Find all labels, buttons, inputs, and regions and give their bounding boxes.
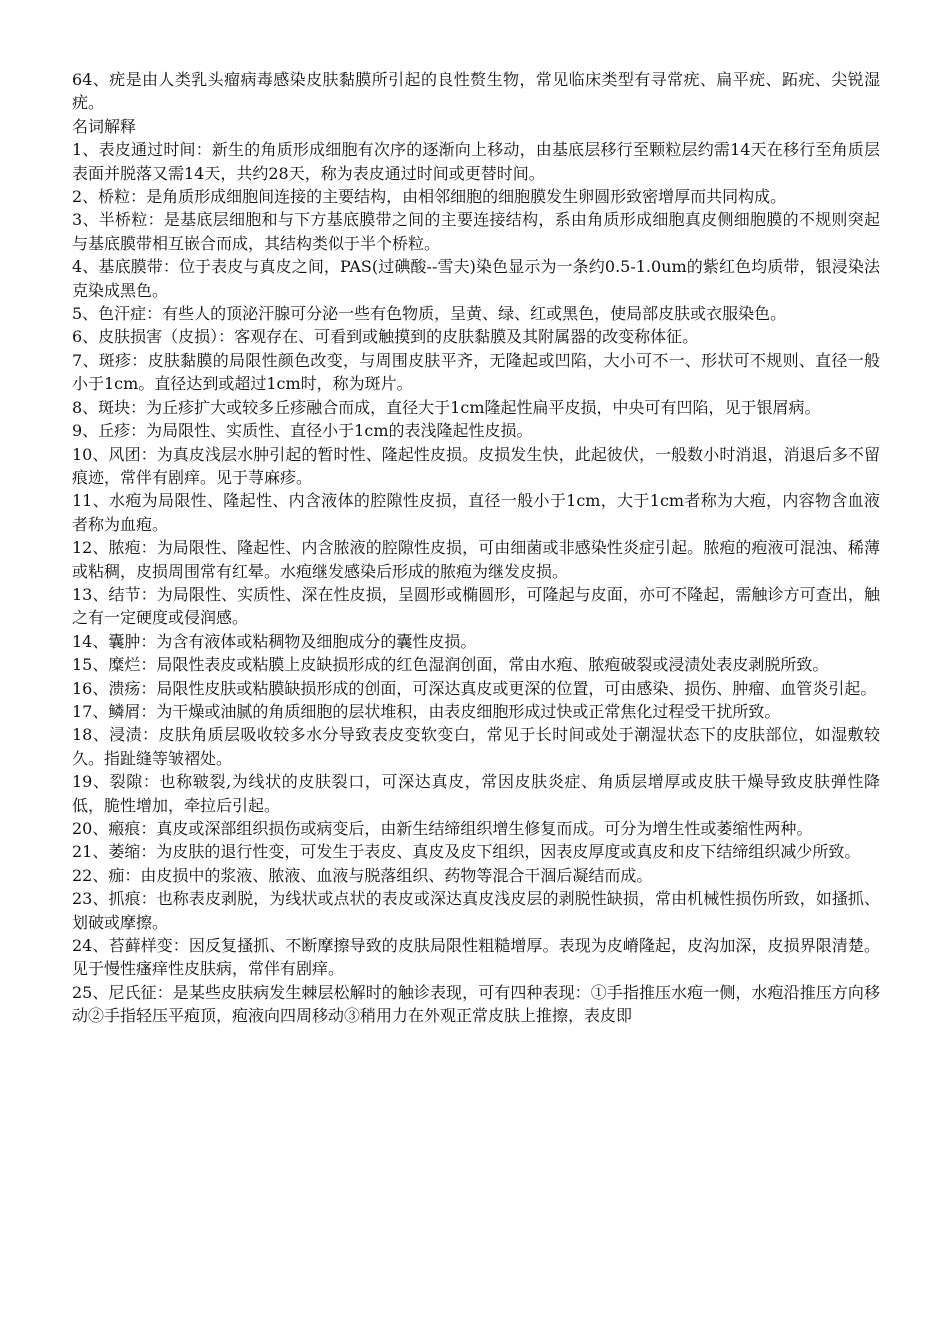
glossary-item-14: 14、囊肿：为含有液体或粘稠物及细胞成分的囊性皮损。	[72, 631, 477, 651]
section-heading-glossary: 名词解释	[72, 116, 137, 136]
glossary-item-11: 11、水疱为局限性、隆起性、内含液体的腔隙性皮损，直径一般小于1cm，大于1cm者称为大疱，内容物含血液者称为血疱。	[72, 491, 880, 534]
glossary-item-15: 15、糜烂：局限性表皮或粘膜上皮缺损形成的红色湿润创面，常由水疱、脓疱破裂或浸渍处表皮剥脱所致。	[72, 655, 829, 675]
glossary-item-23: 23、抓痕：也称表皮剥脱，为线状或点状的表皮或深达真皮浅皮层的剥脱性缺损，常由机械性损伤所致，如搔抓、划破或摩擦。	[72, 889, 880, 932]
glossary-item-25: 25、尼氏征：是某些皮肤病发生棘层松解时的触诊表现，可有四种表现：①手指推压水疱一侧，水疱沿推压方向移动②手指轻压平疱顶，疱液向四周移动③稍用力在外观正常皮肤上推擦，表皮即	[72, 982, 880, 1026]
glossary-item-6: 6、皮肤损害（皮损）：客观存在、可看到或触摸到的皮肤黏膜及其附属器的改变称体征。	[72, 327, 699, 347]
glossary-item-16: 16、溃疡：局限性皮肤或粘膜缺损形成的创面，可深达真皮或更深的位置，可由感染、损伤、肿瘤、血管炎引起。	[72, 678, 877, 698]
glossary-item-12: 12、脓疱：为局限性、隆起性、内含脓液的腔隙性皮损，可由细菌或非感染性炎症引起。脓疱的疱液可混浊、稀薄或粘稠，皮损周围常有红晕。水疱继发感染后形成的脓疱为继发皮损。	[72, 538, 880, 581]
glossary-item-7: 7、斑疹：皮肤黏膜的局限性颜色改变，与周围皮肤平齐，无隆起或凹陷，大小可不一、形状可不规则、直径一般小于1cm。直径达到或超过1cm时，称为斑片。	[72, 350, 880, 394]
glossary-item-8: 8、斑块：为丘疹扩大或较多丘疹融合而成，直径大于1cm隆起性扁平皮损，中央可有凹陷，见于银屑病。	[72, 397, 821, 417]
glossary-item-13: 13、结节：为局限性、实质性、深在性皮损，呈圆形或椭圆形，可隆起与皮面，亦可不隆起，需触诊方可查出，触之有一定硬度或侵润感。	[72, 584, 880, 628]
glossary-item-24: 24、苔藓样变：因反复搔抓、不断摩擦导致的皮肤局限性粗糙增厚。表现为皮嵴隆起，皮沟加深，皮损界限清楚。见于慢性瘙痒性皮肤病，常伴有剧痒。	[72, 936, 880, 979]
glossary-item-21: 21、萎缩：为皮肤的退行性变，可发生于表皮、真皮及皮下组织，因表皮厚度或真皮和皮下结缔组织减少所致。	[72, 842, 861, 862]
glossary-item-19: 19、裂隙：也称皲裂,为线状的皮肤裂口，可深达真皮，常因皮肤炎症、角质层增厚或皮肤干燥导致皮肤弹性降低，脆性增加，牵拉后引起。	[72, 772, 880, 815]
glossary-item-20: 20、瘢痕：真皮或深部组织损伤或病变后，由新生结缔组织增生修复而成。可分为增生性或萎缩性两种。	[72, 819, 813, 838]
paragraph-64-wart: 64、疣是由人类乳头瘤病毒感染皮肤黏膜所引起的良性赘生物，常见临床类型有寻常疣、扁平疣、跖疣、尖锐湿疣。	[72, 70, 880, 113]
glossary-item-9: 9、丘疹：为局限性、实质性、直径小于1cm的表浅隆起性皮损。	[72, 421, 533, 441]
glossary-item-5: 5、色汗症：有些人的顶泌汗腺可分泌一些有色物质，呈黄、绿、红或黑色，使局部皮肤或衣服染色。	[72, 304, 787, 324]
glossary-item-1: 1、表皮通过时间：新生的角质形成细胞有次序的逐渐向上移动，由基底层移行至颗粒层约需14天在移行至角质层表面并脱落又需14天，共约28天，称为表皮通过时间或更替时间。	[72, 140, 880, 183]
glossary-item-4: 4、基底膜带：位于表皮与真皮之间，PAS(过碘酸--雪夫)染色显示为一条约0.5-1.0um的紫红色均质带，银浸染法克染成黑色。	[72, 257, 880, 300]
glossary-item-2: 2、桥粒：是角质形成细胞间连接的主要结构，由相邻细胞的细胞膜发生卵圆形致密增厚而共同构成。	[72, 187, 787, 207]
glossary-item-22: 22、痂：由皮损中的浆液、脓液、血液与脱落组织、药物等混合干涸后凝结而成。	[72, 865, 653, 885]
glossary-item-18: 18、浸渍：皮肤角质层吸收较多水分导致表皮变软变白，常见于长时间或处于潮湿状态下的皮肤部位，如湿敷较久。指趾缝等皱褶处。	[72, 725, 880, 768]
glossary-item-17: 17、鳞屑：为干燥或油腻的角质细胞的层状堆积，由表皮细胞形成过快或正常焦化过程受干扰所致。	[72, 701, 781, 721]
glossary-item-10: 10、风团：为真皮浅层水肿引起的暂时性、隆起性皮损。皮损发生快，此起彼伏，一般数小时消退，消退后多不留痕迹，常伴有剧痒。见于荨麻疹。	[72, 444, 880, 487]
glossary-item-3: 3、半桥粒：是基底层细胞和与下方基底膜带之间的主要连接结构，系由角质形成细胞真皮侧细胞膜的不规则突起与基底膜带相互嵌合而成，其结构类似于半个桥粒。	[72, 210, 880, 253]
